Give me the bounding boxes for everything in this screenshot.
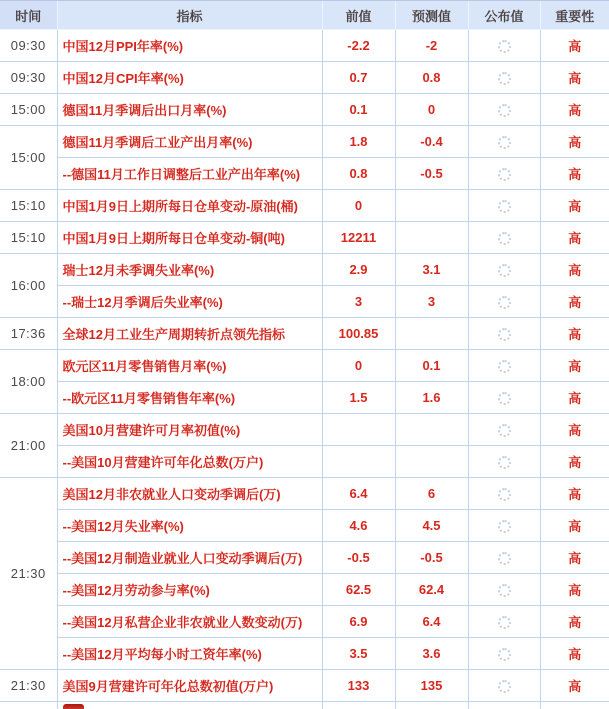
published-value-cell: [468, 606, 540, 638]
time-cell: [0, 702, 57, 709]
table-row: [0, 350, 609, 382]
forecast-value-cell: [395, 318, 468, 350]
previous-value-cell: 1.8: [322, 126, 395, 158]
table-row: [0, 382, 609, 414]
column-header-forecast: 预测值: [395, 1, 468, 30]
forecast-value-cell: 3: [395, 286, 468, 318]
table-row: [0, 414, 609, 446]
importance-cell: 高: [540, 478, 609, 510]
loading-spinner-icon: [498, 360, 511, 373]
table-row: [0, 478, 609, 510]
forecast-value-cell: 0: [395, 94, 468, 126]
indicator-link[interactable]: 德国11月季调后出口月率(%): [57, 94, 322, 126]
importance-cell: 高: [540, 286, 609, 318]
importance-cell: 高: [540, 414, 609, 446]
table-row: [0, 606, 609, 638]
published-value-cell: [468, 158, 540, 190]
forecast-value-cell: [395, 446, 468, 478]
previous-value-cell: 0.1: [322, 94, 395, 126]
previous-value-cell: [322, 702, 395, 709]
time-cell: 17:36: [0, 318, 57, 350]
importance-cell: 高: [540, 190, 609, 222]
indicator-link[interactable]: 德国11月季调后工业产出月率(%): [57, 126, 322, 158]
indicator-link[interactable]: 全球12月工业生产周期转折点领先指标: [57, 318, 322, 350]
published-value-cell: [468, 670, 540, 702]
importance-cell: 高: [540, 222, 609, 254]
previous-value-cell: 100.85: [322, 318, 395, 350]
importance-cell: 高: [540, 350, 609, 382]
loading-spinner-icon: [498, 424, 511, 437]
indicator-link[interactable]: 美国9月营建许可年化总数初值(万户): [57, 670, 322, 702]
time-cell: 09:30: [0, 30, 57, 62]
column-header-indicator: 指标: [57, 1, 322, 30]
red-badge-icon: [63, 704, 84, 709]
published-value-cell: [468, 350, 540, 382]
column-header-published: 公布值: [468, 1, 540, 30]
indicator-link[interactable]: 中国12月CPI年率(%): [57, 62, 322, 94]
forecast-value-cell: 6.4: [395, 606, 468, 638]
published-value-cell: [468, 510, 540, 542]
time-cell: 15:10: [0, 190, 57, 222]
table-row: [0, 62, 609, 94]
table-row: [0, 286, 609, 318]
forecast-value-cell: [395, 702, 468, 709]
published-value-cell: [468, 94, 540, 126]
previous-value-cell: 1.5: [322, 382, 395, 414]
importance-cell: 高: [540, 670, 609, 702]
time-cell: 21:00: [0, 414, 57, 478]
importance-cell: 高: [540, 318, 609, 350]
forecast-value-cell: -0.4: [395, 126, 468, 158]
table-row: [0, 574, 609, 606]
indicator-link[interactable]: --德国11月工作日调整后工业产出年率(%): [57, 158, 322, 190]
previous-value-cell: -0.5: [322, 542, 395, 574]
loading-spinner-icon: [498, 72, 511, 85]
loading-spinner-icon: [498, 296, 511, 309]
importance-cell: 高: [540, 446, 609, 478]
column-header-previous: 前值: [322, 1, 395, 30]
table-row: [0, 638, 609, 670]
loading-spinner-icon: [498, 392, 511, 405]
loading-spinner-icon: [498, 552, 511, 565]
time-cell: 18:00: [0, 350, 57, 414]
published-value-cell: [468, 254, 540, 286]
forecast-value-cell: 62.4: [395, 574, 468, 606]
table-row: [0, 542, 609, 574]
table-row: [0, 318, 609, 350]
time-cell: 15:00: [0, 94, 57, 126]
indicator-link[interactable]: 瑞士12月未季调失业率(%): [57, 254, 322, 286]
loading-spinner-icon: [498, 456, 511, 469]
published-value-cell: [468, 574, 540, 606]
loading-spinner-icon: [498, 680, 511, 693]
published-value-cell: [468, 318, 540, 350]
previous-value-cell: 3.5: [322, 638, 395, 670]
table-row: [0, 254, 609, 286]
published-value-cell: [468, 478, 540, 510]
table-row: [0, 94, 609, 126]
importance-cell: 高: [540, 542, 609, 574]
previous-value-cell: 0: [322, 350, 395, 382]
published-value-cell: [468, 30, 540, 62]
previous-value-cell: 62.5: [322, 574, 395, 606]
importance-cell: 高: [540, 158, 609, 190]
loading-spinner-icon: [498, 168, 511, 181]
published-value-cell: [468, 382, 540, 414]
time-cell: 21:30: [0, 670, 57, 702]
forecast-value-cell: 4.5: [395, 510, 468, 542]
forecast-value-cell: [395, 222, 468, 254]
previous-value-cell: 6.9: [322, 606, 395, 638]
previous-value-cell: 2.9: [322, 254, 395, 286]
table-row: [0, 158, 609, 190]
indicator-link[interactable]: 中国12月PPI年率(%): [57, 30, 322, 62]
importance-cell: 高: [540, 94, 609, 126]
table-row: [0, 190, 609, 222]
table-row: [0, 222, 609, 254]
importance-cell: [540, 702, 609, 709]
time-cell: 16:00: [0, 254, 57, 318]
previous-value-cell: 4.6: [322, 510, 395, 542]
indicator-link[interactable]: --美国12月私营企业非农就业人数变动(万): [57, 606, 322, 638]
loading-spinner-icon: [498, 520, 511, 533]
loading-spinner-icon: [498, 648, 511, 661]
previous-value-cell: [322, 446, 395, 478]
column-header-importance: 重要性: [540, 1, 609, 30]
published-value-cell: [468, 222, 540, 254]
previous-value-cell: [322, 414, 395, 446]
importance-cell: 高: [540, 382, 609, 414]
indicator-link[interactable]: --美国12月劳动参与率(%): [57, 574, 322, 606]
previous-value-cell: -2.2: [322, 30, 395, 62]
published-value-cell: [468, 190, 540, 222]
loading-spinner-icon: [498, 232, 511, 245]
previous-value-cell: 0.7: [322, 62, 395, 94]
indicator-link[interactable]: --美国10月营建许可年化总数(万户): [57, 446, 322, 478]
published-value-cell: [468, 62, 540, 94]
loading-spinner-icon: [498, 264, 511, 277]
published-value-cell: [468, 286, 540, 318]
published-value-cell: [468, 414, 540, 446]
loading-spinner-icon: [498, 200, 511, 213]
forecast-value-cell: [395, 190, 468, 222]
previous-value-cell: 133: [322, 670, 395, 702]
indicator-link[interactable]: --美国12月制造业就业人口变动季调后(万): [57, 542, 322, 574]
indicator-link[interactable]: --欧元区11月零售销售年率(%): [57, 382, 322, 414]
forecast-value-cell: -0.5: [395, 542, 468, 574]
indicator-link[interactable]: --瑞士12月季调后失业率(%): [57, 286, 322, 318]
column-header-time: 时间: [0, 1, 57, 30]
forecast-value-cell: 3.6: [395, 638, 468, 670]
loading-spinner-icon: [498, 616, 511, 629]
table-row: [0, 446, 609, 478]
calendar-table-body: [0, 30, 609, 709]
importance-cell: 高: [540, 638, 609, 670]
published-value-cell: [468, 126, 540, 158]
table-row: [0, 510, 609, 542]
forecast-value-cell: 6: [395, 478, 468, 510]
indicator-link[interactable]: 美国12月非农就业人口变动季调后(万): [57, 478, 322, 510]
importance-cell: 高: [540, 510, 609, 542]
importance-cell: 高: [540, 574, 609, 606]
table-row: [0, 30, 609, 62]
time-cell: 09:30: [0, 62, 57, 94]
importance-cell: 高: [540, 30, 609, 62]
published-value-cell: [468, 542, 540, 574]
published-value-cell: [468, 446, 540, 478]
previous-value-cell: 0: [322, 190, 395, 222]
loading-spinner-icon: [498, 488, 511, 501]
indicator-link[interactable]: 中国1月9日上期所每日仓单变动-原油(桶): [57, 190, 322, 222]
forecast-value-cell: -2: [395, 30, 468, 62]
table-row: [0, 126, 609, 158]
table-row-partial: [0, 702, 609, 709]
loading-spinner-icon: [498, 104, 511, 117]
previous-value-cell: 12211: [322, 222, 395, 254]
forecast-value-cell: 0.8: [395, 62, 468, 94]
time-cell: 15:10: [0, 222, 57, 254]
forecast-value-cell: [395, 414, 468, 446]
importance-cell: 高: [540, 126, 609, 158]
forecast-value-cell: -0.5: [395, 158, 468, 190]
forecast-value-cell: 135: [395, 670, 468, 702]
published-value-cell: [468, 702, 540, 709]
indicator-link[interactable]: 美国10月营建许可月率初值(%): [57, 414, 322, 446]
time-cell: 15:00: [0, 126, 57, 190]
loading-spinner-icon: [498, 136, 511, 149]
previous-value-cell: 6.4: [322, 478, 395, 510]
previous-value-cell: 0.8: [322, 158, 395, 190]
indicator-link[interactable]: [57, 702, 322, 709]
time-cell: 21:30: [0, 478, 57, 670]
indicator-link[interactable]: 中国1月9日上期所每日仓单变动-铜(吨): [57, 222, 322, 254]
forecast-value-cell: 1.6: [395, 382, 468, 414]
table-row: [0, 670, 609, 702]
forecast-value-cell: 0.1: [395, 350, 468, 382]
loading-spinner-icon: [498, 328, 511, 341]
header-row: [0, 1, 609, 30]
published-value-cell: [468, 638, 540, 670]
loading-spinner-icon: [498, 584, 511, 597]
importance-cell: 高: [540, 62, 609, 94]
importance-cell: 高: [540, 606, 609, 638]
loading-spinner-icon: [498, 40, 511, 53]
importance-cell: 高: [540, 254, 609, 286]
previous-value-cell: 3: [322, 286, 395, 318]
indicator-link[interactable]: 欧元区11月零售销售月率(%): [57, 350, 322, 382]
indicator-link[interactable]: --美国12月失业率(%): [57, 510, 322, 542]
forecast-value-cell: 3.1: [395, 254, 468, 286]
indicator-link[interactable]: --美国12月平均每小时工资年率(%): [57, 638, 322, 670]
